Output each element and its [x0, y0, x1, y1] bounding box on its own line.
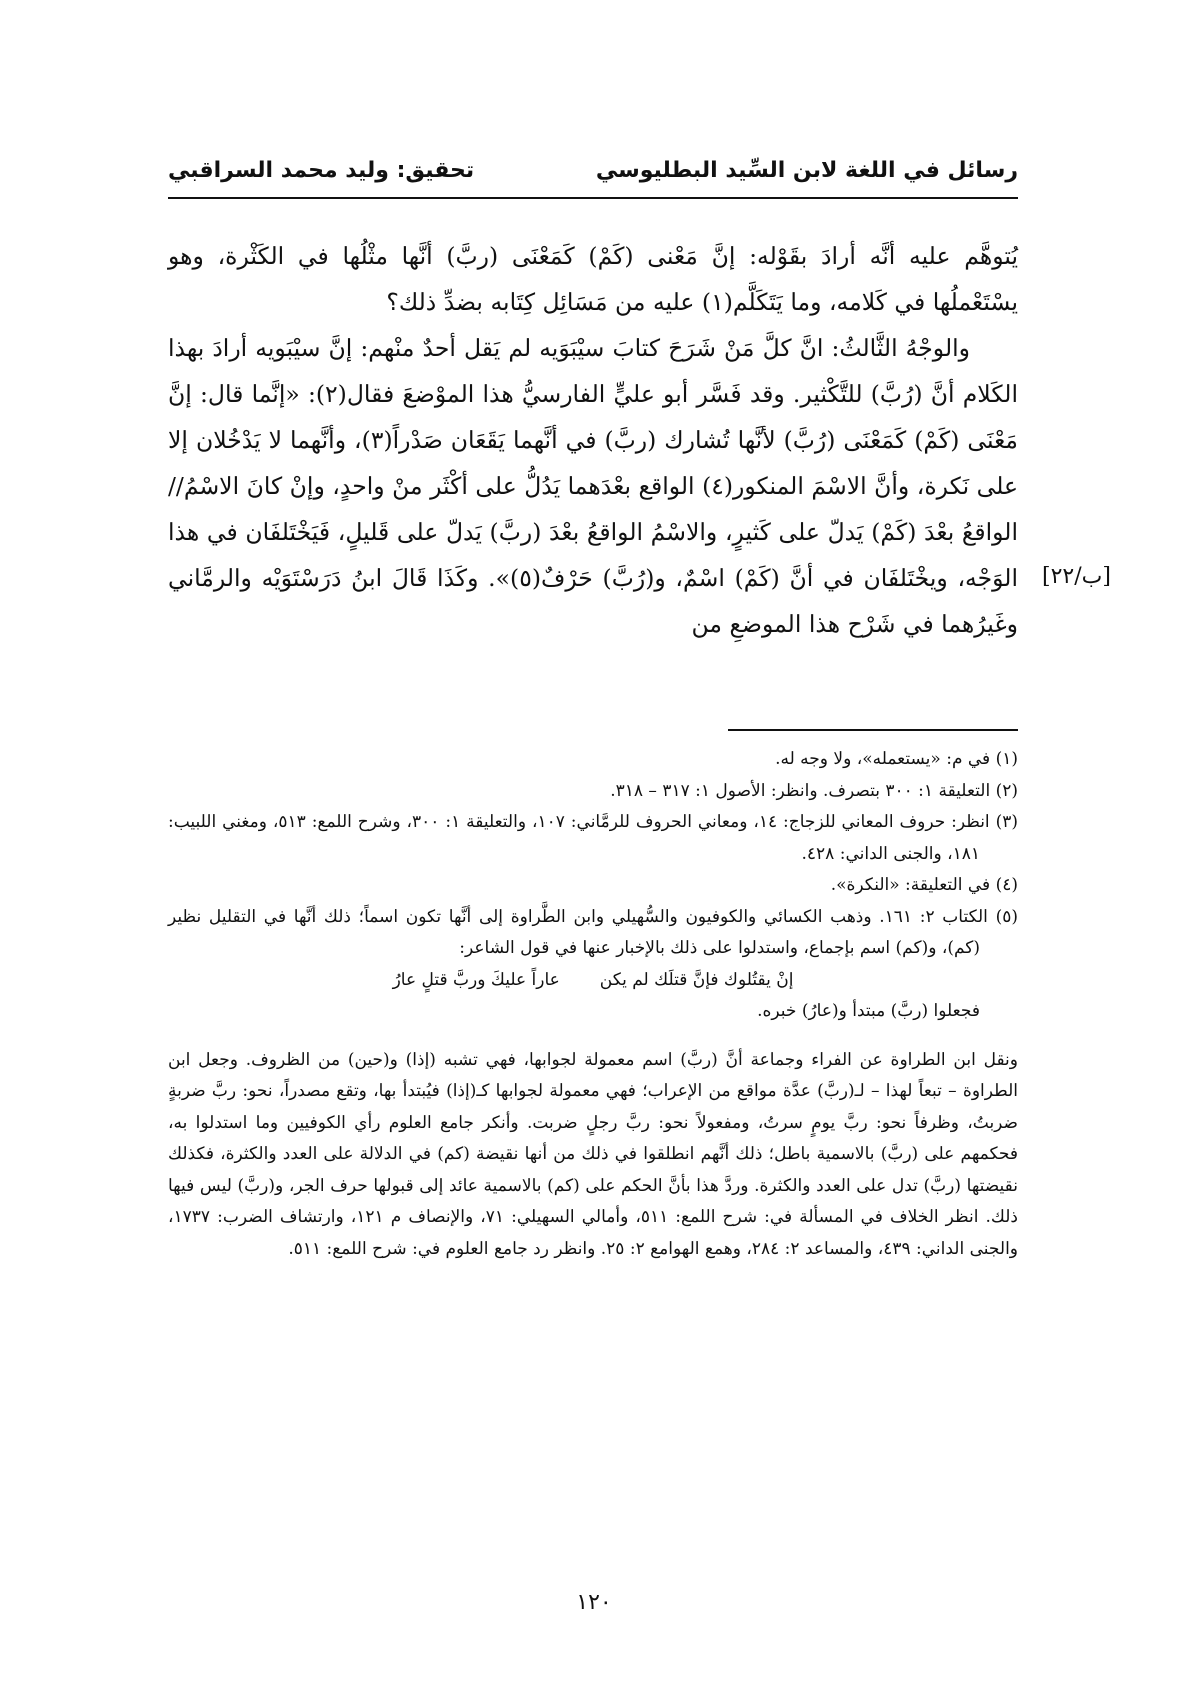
running-header — [168, 158, 1018, 183]
editor-credit: تحقيق: وليد محمد السراقبي — [168, 158, 475, 183]
body-paragraph: يُتوهَّم عليه أنَّه أرادَ بقَوْله: إنَّ مَعْنى (كَمْ) كَمَعْنَى (ربَّ) أنَّها مثْلُها في الكَثْرة، وهو يسْتَعْملُها في كَلامه، وما يَتَكَلَّم(١) عليه من مَسَائِل كِتَابه بضدِّ ذلك؟ — [168, 242, 1018, 316]
footnote: (٥) الكتاب ٢: ١٦١. وذهب الكسائي والكوفيون والسُّهيلي وابن الطَّراوة إلى أنَّها تكون اسماً؛ ذلك أنَّها في التقليل نظير (كم)، و(كم) اسم بإجماع، واستدلوا على ذلك بالإخبار عنها في قول الشاعر: — [168, 906, 1018, 958]
main-text — [168, 233, 1018, 647]
header-divider — [168, 197, 1018, 199]
footnote: (١) في م: «يستعمله»، ولا وجه له. — [775, 749, 1018, 769]
manuscript-folio-marker: [۲۲/ب] — [1042, 564, 1111, 589]
footnote: (٣) انظر: حروف المعاني للزجاج: ١٤، ومعاني الحروف للرمَّاني: ١٠٧، والتعليقة ١: ٣٠٠، وشرح اللمع: ٥١٣، ومغني اللبيب: ١٨١، والجنى الداني: ٤٢٨. — [168, 812, 1018, 864]
page-number: ١٢٠ — [576, 1590, 612, 1615]
footnote-continuation: فجعلوا (ربَّ) مبتدأ و(عارُ) خبره. — [757, 1001, 980, 1021]
footnote-divider — [728, 729, 1018, 731]
footnotes — [168, 744, 1018, 1282]
footnote: (٤) في التعليقة: «النكرة». — [830, 875, 1018, 895]
footnote: (٢) التعليقة ١: ٣٠٠ بتصرف. وانظر: الأصول ١: ٣١٧ – ٣١٨. — [610, 780, 1018, 801]
verse-second-hemistich: عاراً عليكَ وربَّ قتلٍ عارُ — [392, 969, 560, 990]
poetry-verse — [168, 965, 1018, 997]
book-title: رسائل في اللغة لابن السِّيد البطليوسي — [595, 158, 1018, 183]
body-paragraph: والوجْهُ الثَّالثُ: انَّ كلَّ مَنْ شَرَحَ كتابَ سيْبَوَيه لم يَقل أحدٌ منْهم: إنَّ سيْبَويه أرادَ بهذا الكَلام أنَّ (رُبَّ) للتَّكْثير. وقد فَسَّر أبو عليٍّ الفارسيُّ هذا الموْضعَ فقال(٢): «إنَّما قال: إنَّ مَعْنَى (كَمْ) كَمَعْنَى (رُبَّ) لأنَّها تُشارك (ربَّ) في أنَّهما يَقَعَان صَدْراً(٣)، وأنَّهما لا يَدْخُلان إلا على نَكرة، وأنَّ الاسْمَ المنكور(٤) الواقع بعْدَهما يَدُلُّ على أكْثَر منْ واحدٍ، وإنْ كانَ الاسْمُ// الواقعُ بعْدَ (كَمْ) يَدلّ على كَثيرٍ، والاسْمُ الواقعُ بعْدَ (ربَّ) يَدلّ على قَليلٍ، فَيَخْتَلفَان في هذا الوَجْه، ويخْتَلفَان في أنَّ (كَمْ) اسْمٌ، و(رُبَّ) حَرْفٌ(٥)». وكَذَا قَالَ ابنُ دَرَسْتَوَيْه والرمَّاني وغَيرُهما في شَرْح هذا الموضعِ من — [168, 334, 1018, 638]
footnote-continuation: ونقل ابن الطراوة عن الفراء وجماعة أنَّ (ربَّ) اسم معمولة لجوابها، فهي تشبه (إذا) و(حين) من الظروف. وجعل ابن الطراوة – تبعاً لهذا – لـ(ربَّ) عدَّة مواقع من الإعراب؛ فهي معمولة لجوابها كـ(إذا) فيُبتدأ بها، وتقع مصدراً، نحو: ربَّ ضربةٍ ضربتُ، وظرفاً نحو: ربَّ يومٍ سرتُ، ومفعولاً نحو: ربَّ رجلٍ ضربت. وأنكر جامع العلوم رأي الكوفيين وما استدلوا به، فحكمهم على (ربَّ) بالاسمية باطل؛ ذلك أنَّهم انطلقوا في ذلك من أنها نقيضة (كم) في الدلالة على العدد والكثرة، فكذلك نقيضتها (ربَّ) تدل على العدد والكثرة. وردَّ هذا بأنَّ الحكم على (كم) بالاسمية عائد إلى قبولها حرف الجر، و(ربَّ) ليس فيها ذلك. انظر الخلاف في المسألة في: شرح اللمع: ٥١١، وأمالي السهيلي: ٧١، والإنصاف م ١٢١، وارتشاف الضرب: ١٧٣٧، والجنى الداني: ٤٣٩، والمساعد ٢: ٢٨٤، وهمع الهوامع ٢: ٢٥. وانظر رد جامع العلوم في: شرح اللمع: ٥١١. — [168, 1049, 1018, 1259]
verse-first-hemistich: إنْ يقتُلوك فإنَّ قتلَك لم يكن — [599, 969, 794, 990]
